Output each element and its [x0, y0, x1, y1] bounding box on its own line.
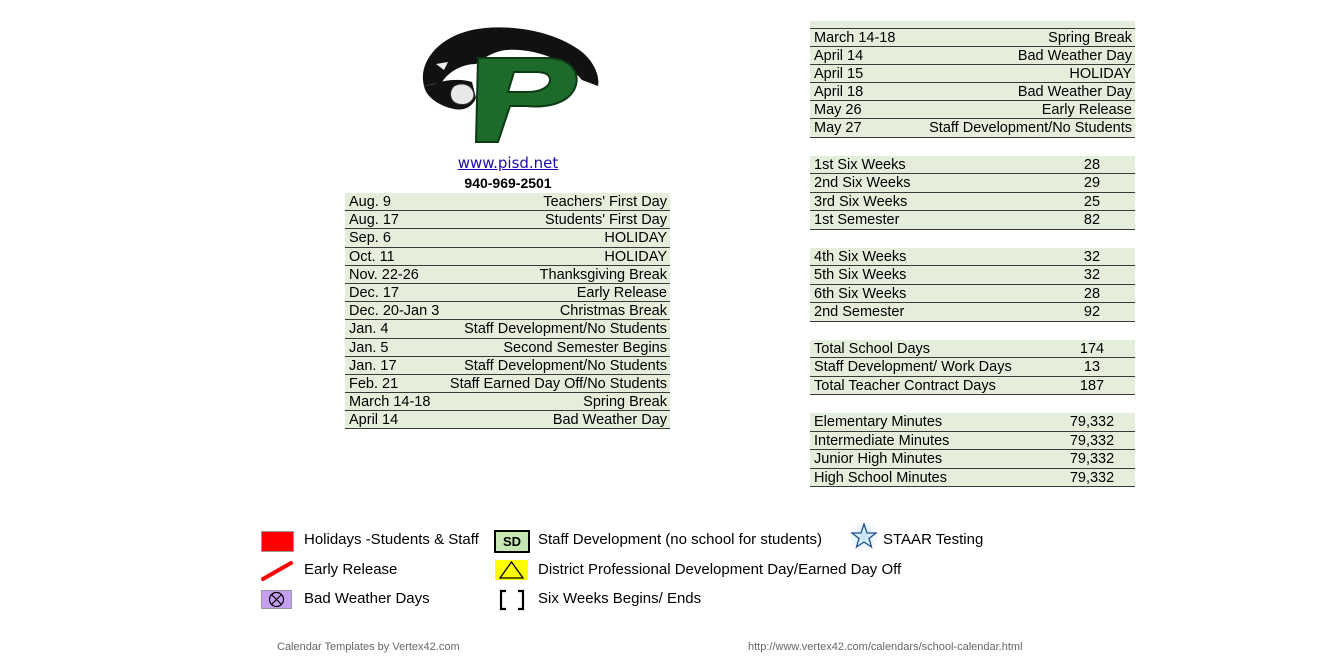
table-row: [345, 248, 670, 266]
early-release-slash-icon: [260, 560, 294, 582]
event-date: Feb. 21: [349, 375, 399, 392]
stat-label: Junior High Minutes: [814, 451, 943, 468]
stat-label: 6th Six Weeks: [814, 285, 907, 302]
table-row: [345, 320, 670, 338]
panther-logo: [414, 24, 602, 146]
event-date: Sep. 6: [349, 230, 391, 247]
event-date: March 14-18: [349, 394, 431, 411]
sd-badge: SD: [494, 530, 530, 553]
event-date: Jan. 4: [349, 321, 389, 338]
legend-staff-development: Staff Development (no school for students): [538, 531, 823, 548]
events-table-right: [810, 29, 1135, 138]
stat-value: 29: [1083, 175, 1101, 192]
event-description: Bad Weather Day: [1017, 48, 1132, 65]
table-row: [810, 285, 1135, 303]
event-description: HOLIDAY: [604, 230, 667, 247]
stat-value: 25: [1083, 193, 1101, 210]
event-date: Dec. 20-Jan 3: [349, 303, 440, 320]
event-description: Second Semester Begins: [503, 339, 667, 356]
table-row: [810, 83, 1135, 101]
event-description: Bad Weather Day: [1017, 84, 1132, 101]
event-date: May 26: [814, 102, 862, 119]
event-date: Aug. 17: [349, 212, 399, 229]
bracket-icon: [498, 589, 526, 611]
event-description: HOLIDAY: [604, 248, 667, 265]
event-description: Students' First Day: [544, 212, 667, 229]
stat-label: Elementary Minutes: [814, 414, 943, 431]
event-date: Jan. 5: [349, 339, 389, 356]
table-row: [810, 211, 1135, 229]
table-row: [810, 101, 1135, 119]
event-description: Early Release: [576, 284, 667, 301]
stat-label: High School Minutes: [814, 469, 947, 486]
footer-url[interactable]: http://www.vertex42.com/calendars/school-calendar.html: [748, 641, 1023, 653]
event-description: Teachers' First Day: [543, 194, 667, 210]
stat-label: 4th Six Weeks: [814, 248, 907, 265]
event-date: May 27: [814, 120, 862, 137]
stat-value: 187: [1079, 377, 1105, 394]
events-table-left: [345, 193, 670, 429]
table-row: [345, 193, 670, 211]
stat-value: 79,332: [1069, 469, 1115, 486]
event-date: Aug. 9: [349, 194, 391, 210]
spacer-row: [810, 322, 1135, 340]
table-row: [810, 174, 1135, 192]
event-description: HOLIDAY: [1069, 66, 1132, 83]
holiday-swatch: [261, 531, 294, 552]
table-row: [810, 432, 1135, 450]
event-description: Staff Development/No Students: [464, 321, 667, 338]
website-link[interactable]: www.pisd.net: [457, 154, 559, 172]
event-date: April 15: [814, 66, 864, 83]
table-row: [345, 302, 670, 320]
stat-label: 3rd Six Weeks: [814, 193, 908, 210]
event-description: Early Release: [1041, 102, 1132, 119]
stat-label: Staff Development/ Work Days: [814, 359, 1012, 376]
table-row: [810, 119, 1135, 137]
stat-label: 5th Six Weeks: [814, 267, 907, 284]
event-description: Spring Break: [583, 394, 667, 411]
table-row: [810, 469, 1135, 487]
table-row: [345, 339, 670, 357]
stats-table: [810, 156, 1135, 487]
legend-six-weeks: Six Weeks Begins/ Ends: [538, 590, 702, 607]
stat-label: 1st Six Weeks: [814, 157, 906, 173]
table-row: [810, 413, 1135, 431]
stat-value: 92: [1083, 304, 1101, 321]
event-description: Bad Weather Day: [552, 412, 667, 429]
stat-value: 13: [1083, 359, 1101, 376]
table-row: [345, 393, 670, 411]
table-row: [345, 375, 670, 393]
event-description: Thanksgiving Break: [539, 266, 667, 283]
event-date: April 14: [349, 412, 399, 429]
stat-label: Intermediate Minutes: [814, 432, 950, 449]
stat-value: 79,332: [1069, 451, 1115, 468]
table-row: [810, 47, 1135, 65]
event-description: Staff Development/No Students: [929, 120, 1132, 137]
stat-label: 1st Semester: [814, 212, 900, 229]
table-row: [810, 29, 1135, 47]
stat-value: 32: [1083, 267, 1101, 284]
star-icon: [848, 520, 880, 552]
event-date: Nov. 22-26: [349, 266, 419, 283]
event-description: Spring Break: [1048, 30, 1132, 46]
table-row: [345, 211, 670, 229]
footer-credit: Calendar Templates by Vertex42.com: [277, 641, 460, 653]
event-date: March 14-18: [814, 30, 896, 46]
table-row: [345, 411, 670, 429]
legend-early-release: Early Release: [304, 561, 398, 578]
table-row: [810, 65, 1135, 83]
bad-weather-icon: [261, 590, 292, 609]
event-description: Christmas Break: [559, 303, 667, 320]
stat-label: 2nd Six Weeks: [814, 175, 911, 192]
table-row: [810, 303, 1135, 321]
table-row: [345, 266, 670, 284]
table-row: [810, 156, 1135, 174]
stat-label: 2nd Semester: [814, 304, 905, 321]
legend-holidays: Holidays -Students & Staff: [304, 531, 479, 548]
triangle-icon: [495, 560, 528, 580]
table-row: [810, 248, 1135, 266]
stat-value: 28: [1083, 157, 1101, 173]
stat-value: 79,332: [1069, 414, 1115, 431]
stat-value: 28: [1083, 285, 1101, 302]
table-row: [810, 193, 1135, 211]
phone-number: 940-969-2501: [464, 175, 552, 191]
table-row: [345, 284, 670, 302]
event-date: Oct. 11: [349, 248, 395, 265]
event-date: Dec. 17: [349, 284, 399, 301]
stat-label: Total School Days: [814, 340, 931, 357]
event-date: April 18: [814, 84, 864, 101]
event-date: Jan. 17: [349, 357, 397, 374]
table-row: [810, 358, 1135, 376]
legend-staar: STAAR Testing: [883, 531, 984, 548]
legend-bad-weather: Bad Weather Days: [304, 590, 430, 607]
table-row: [345, 357, 670, 375]
event-description: Staff Earned Day Off/No Students: [449, 375, 667, 392]
stat-value: 174: [1079, 340, 1105, 357]
spacer-row: [810, 230, 1135, 248]
spacer-row: [810, 395, 1135, 413]
stat-value: 79,332: [1069, 432, 1115, 449]
stat-value: 82: [1083, 212, 1101, 229]
table-row-cut: [810, 21, 1135, 29]
event-date: April 14: [814, 48, 864, 65]
table-row: [810, 266, 1135, 284]
table-row: [810, 340, 1135, 358]
event-description: Staff Development/No Students: [464, 357, 667, 374]
table-row: [810, 450, 1135, 468]
stat-value: 32: [1083, 248, 1101, 265]
legend-district-pd: District Professional Development Day/Earned Day Off: [538, 561, 902, 578]
stat-label: Total Teacher Contract Days: [814, 377, 996, 394]
table-row: [345, 229, 670, 247]
table-row: [810, 377, 1135, 395]
